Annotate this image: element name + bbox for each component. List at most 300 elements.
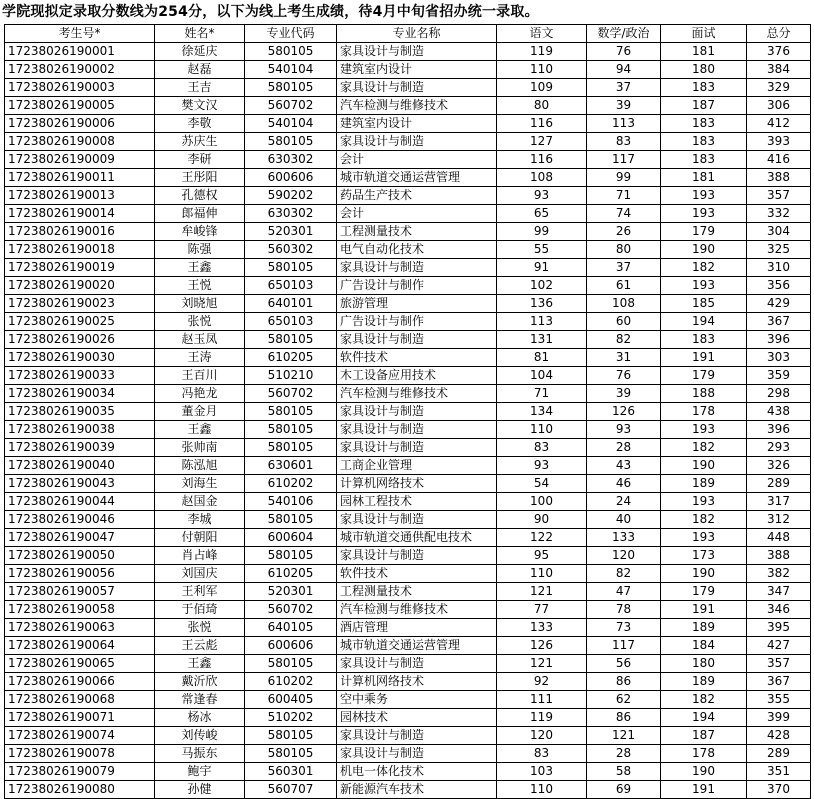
cell-code: 600606 [245,169,337,187]
cell-interview: 190 [661,565,747,583]
cell-interview: 178 [661,403,747,421]
table-row [5,367,811,385]
cell-major: 工程测量技术 [337,583,497,601]
cell-id: 17238026190030 [5,349,155,367]
cell-name: 常逢春 [155,691,245,709]
cell-total: 359 [747,367,811,385]
cell-total: 382 [747,565,811,583]
cell-major: 空中乘务 [337,691,497,709]
cell-math: 82 [587,565,661,583]
cell-name: 王悦 [155,277,245,295]
cell-chinese: 110 [497,61,587,79]
table-header-row [5,25,811,43]
cell-chinese: 110 [497,421,587,439]
cell-total: 384 [747,61,811,79]
cell-total: 329 [747,79,811,97]
cell-code: 580105 [245,655,337,673]
cell-major: 建筑室内设计 [337,115,497,133]
cell-math: 76 [587,367,661,385]
header-name: 姓名* [155,25,245,43]
cell-chinese: 131 [497,331,587,349]
cell-name: 王百川 [155,367,245,385]
cell-id: 17238026190039 [5,439,155,457]
cell-math: 62 [587,691,661,709]
cell-major: 家具设计与制造 [337,259,497,277]
cell-interview: 190 [661,763,747,781]
cell-id: 17238026190006 [5,115,155,133]
cell-interview: 191 [661,781,747,799]
cell-name: 于佰琦 [155,601,245,619]
cell-name: 张帅南 [155,439,245,457]
cell-interview: 181 [661,43,747,61]
cell-major: 汽车检测与维修技术 [337,97,497,115]
cell-chinese: 77 [497,601,587,619]
cell-chinese: 136 [497,295,587,313]
header-chinese: 语文 [497,25,587,43]
cell-interview: 179 [661,583,747,601]
cell-total: 367 [747,313,811,331]
cell-total: 367 [747,673,811,691]
table-row [5,241,811,259]
cell-math: 126 [587,403,661,421]
cell-name: 王利军 [155,583,245,601]
cell-math: 61 [587,277,661,295]
cell-chinese: 121 [497,583,587,601]
cell-interview: 193 [661,277,747,295]
cell-chinese: 54 [497,475,587,493]
cell-total: 376 [747,43,811,61]
table-row [5,547,811,565]
cell-total: 304 [747,223,811,241]
cell-interview: 193 [661,205,747,223]
cell-total: 396 [747,331,811,349]
cell-major: 会计 [337,151,497,169]
cell-math: 43 [587,457,661,475]
cell-math: 86 [587,673,661,691]
cell-name: 王云彪 [155,637,245,655]
cell-math: 40 [587,511,661,529]
table-row [5,493,811,511]
cell-name: 鲍宇 [155,763,245,781]
cell-code: 590202 [245,187,337,205]
cell-name: 刘海生 [155,475,245,493]
cell-code: 610205 [245,565,337,583]
cell-interview: 183 [661,115,747,133]
table-row [5,457,811,475]
cell-id: 17238026190079 [5,763,155,781]
table-row [5,61,811,79]
cell-name: 王彤阳 [155,169,245,187]
cell-major: 家具设计与制造 [337,745,497,763]
cell-interview: 179 [661,223,747,241]
cell-code: 630601 [245,457,337,475]
cell-math: 83 [587,133,661,151]
cell-code: 580105 [245,133,337,151]
cell-code: 560707 [245,781,337,799]
cell-major: 家具设计与制造 [337,439,497,457]
cell-id: 17238026190001 [5,43,155,61]
cell-interview: 182 [661,439,747,457]
cell-total: 412 [747,115,811,133]
cell-major: 家具设计与制造 [337,547,497,565]
cell-math: 78 [587,601,661,619]
cell-total: 356 [747,277,811,295]
cell-major: 家具设计与制造 [337,331,497,349]
cell-major: 工程测量技术 [337,223,497,241]
cell-id: 17238026190074 [5,727,155,745]
cell-interview: 190 [661,241,747,259]
cell-name: 李敬 [155,115,245,133]
cell-major: 工商企业管理 [337,457,497,475]
cell-chinese: 133 [497,619,587,637]
cell-code: 560302 [245,241,337,259]
cell-interview: 183 [661,133,747,151]
cell-name: 李城 [155,511,245,529]
table-row [5,79,811,97]
cell-chinese: 91 [497,259,587,277]
cell-major: 旅游管理 [337,295,497,313]
cell-interview: 184 [661,637,747,655]
cell-name: 赵玉凤 [155,331,245,349]
page-title: 学院现拟定录取分数线为254分，以下为线上考生成绩，待4月中旬省招办统一录取。 [2,4,539,20]
cell-chinese: 120 [497,727,587,745]
cell-id: 17238026190002 [5,61,155,79]
table-row [5,619,811,637]
cell-math: 86 [587,709,661,727]
cell-code: 560702 [245,97,337,115]
cell-code: 580105 [245,331,337,349]
cell-name: 赵国金 [155,493,245,511]
cell-math: 108 [587,295,661,313]
cell-code: 640105 [245,619,337,637]
cell-math: 37 [587,259,661,277]
cell-code: 540104 [245,61,337,79]
cell-name: 李研 [155,151,245,169]
cell-chinese: 110 [497,565,587,583]
cell-math: 24 [587,493,661,511]
cell-math: 73 [587,619,661,637]
cell-id: 17238026190058 [5,601,155,619]
cell-math: 71 [587,187,661,205]
cell-total: 312 [747,511,811,529]
cell-interview: 178 [661,745,747,763]
cell-interview: 189 [661,619,747,637]
table-body [5,43,811,799]
cell-id: 17238026190025 [5,313,155,331]
cell-id: 17238026190064 [5,637,155,655]
cell-code: 610202 [245,673,337,691]
cell-interview: 179 [661,367,747,385]
score-table [4,24,811,799]
cell-total: 303 [747,349,811,367]
cell-interview: 181 [661,169,747,187]
cell-total: 326 [747,457,811,475]
cell-id: 17238026190034 [5,385,155,403]
cell-chinese: 103 [497,763,587,781]
cell-math: 99 [587,169,661,187]
table-row [5,727,811,745]
cell-major: 计算机网络技术 [337,673,497,691]
cell-interview: 193 [661,421,747,439]
cell-math: 117 [587,151,661,169]
cell-code: 580105 [245,511,337,529]
cell-id: 17238026190057 [5,583,155,601]
cell-chinese: 83 [497,745,587,763]
cell-major: 会计 [337,205,497,223]
cell-total: 370 [747,781,811,799]
cell-id: 17238026190013 [5,187,155,205]
cell-name: 王鑫 [155,421,245,439]
table-row [5,673,811,691]
cell-math: 39 [587,385,661,403]
cell-interview: 187 [661,727,747,745]
table-row [5,421,811,439]
cell-code: 560702 [245,601,337,619]
table-row [5,349,811,367]
cell-chinese: 110 [497,781,587,799]
cell-id: 17238026190038 [5,421,155,439]
table-row [5,259,811,277]
cell-id: 17238026190071 [5,709,155,727]
cell-chinese: 122 [497,529,587,547]
cell-code: 520301 [245,223,337,241]
cell-name: 杨冰 [155,709,245,727]
cell-name: 徐延庆 [155,43,245,61]
cell-interview: 183 [661,331,747,349]
cell-major: 家具设计与制造 [337,421,497,439]
cell-total: 347 [747,583,811,601]
cell-id: 17238026190066 [5,673,155,691]
cell-id: 17238026190018 [5,241,155,259]
cell-code: 600604 [245,529,337,547]
table-row [5,637,811,655]
cell-interview: 194 [661,313,747,331]
cell-chinese: 102 [497,277,587,295]
cell-total: 325 [747,241,811,259]
cell-total: 395 [747,619,811,637]
header-interview: 面试 [661,25,747,43]
cell-name: 戴沂欣 [155,673,245,691]
cell-major: 汽车检测与维修技术 [337,385,497,403]
table-row [5,385,811,403]
cell-math: 47 [587,583,661,601]
cell-id: 17238026190009 [5,151,155,169]
cell-id: 17238026190050 [5,547,155,565]
table-row [5,439,811,457]
cell-id: 17238026190023 [5,295,155,313]
cell-math: 82 [587,331,661,349]
cell-code: 510210 [245,367,337,385]
cell-name: 苏庆生 [155,133,245,151]
cell-major: 城市轨道交通运营管理 [337,169,497,187]
cell-id: 17238026190065 [5,655,155,673]
cell-major: 家具设计与制造 [337,511,497,529]
cell-name: 王鑫 [155,655,245,673]
cell-code: 580105 [245,43,337,61]
table-row [5,511,811,529]
cell-math: 94 [587,61,661,79]
cell-total: 298 [747,385,811,403]
cell-interview: 191 [661,601,747,619]
cell-chinese: 55 [497,241,587,259]
cell-major: 家具设计与制造 [337,133,497,151]
cell-interview: 189 [661,673,747,691]
cell-major: 广告设计与制作 [337,313,497,331]
cell-chinese: 83 [497,439,587,457]
table-row [5,709,811,727]
cell-name: 张悦 [155,619,245,637]
cell-chinese: 99 [497,223,587,241]
cell-name: 刘国庆 [155,565,245,583]
cell-math: 120 [587,547,661,565]
cell-total: 357 [747,655,811,673]
cell-total: 355 [747,691,811,709]
cell-code: 580105 [245,547,337,565]
cell-code: 600606 [245,637,337,655]
cell-name: 赵磊 [155,61,245,79]
table-row [5,475,811,493]
cell-math: 56 [587,655,661,673]
cell-chinese: 109 [497,79,587,97]
cell-total: 448 [747,529,811,547]
cell-code: 520301 [245,583,337,601]
cell-total: 438 [747,403,811,421]
cell-id: 17238026190005 [5,97,155,115]
cell-interview: 190 [661,457,747,475]
cell-id: 17238026190033 [5,367,155,385]
cell-major: 木工设备应用技术 [337,367,497,385]
header-major: 专业名称 [337,25,497,43]
cell-code: 630302 [245,151,337,169]
table-row [5,205,811,223]
table-row [5,403,811,421]
cell-interview: 182 [661,511,747,529]
cell-total: 393 [747,133,811,151]
cell-interview: 193 [661,529,747,547]
table-row [5,745,811,763]
cell-interview: 191 [661,349,747,367]
cell-major: 园林技术 [337,709,497,727]
table-row [5,223,811,241]
cell-math: 80 [587,241,661,259]
cell-total: 388 [747,547,811,565]
cell-code: 610202 [245,475,337,493]
cell-total: 346 [747,601,811,619]
cell-total: 396 [747,421,811,439]
cell-name: 樊文汉 [155,97,245,115]
cell-name: 牟峻锋 [155,223,245,241]
cell-chinese: 119 [497,709,587,727]
table-row [5,313,811,331]
cell-major: 城市轨道交通供配电技术 [337,529,497,547]
cell-name: 冯艳龙 [155,385,245,403]
cell-major: 酒店管理 [337,619,497,637]
cell-major: 家具设计与制造 [337,655,497,673]
cell-math: 113 [587,115,661,133]
cell-chinese: 127 [497,133,587,151]
cell-major: 电气自动化技术 [337,241,497,259]
cell-id: 17238026190068 [5,691,155,709]
cell-math: 76 [587,43,661,61]
cell-chinese: 108 [497,169,587,187]
header-total: 总分 [747,25,811,43]
cell-total: 388 [747,169,811,187]
cell-total: 310 [747,259,811,277]
table-row [5,151,811,169]
cell-math: 28 [587,439,661,457]
cell-id: 17238026190035 [5,403,155,421]
cell-math: 28 [587,745,661,763]
table-row [5,691,811,709]
cell-interview: 185 [661,295,747,313]
cell-interview: 173 [661,547,747,565]
cell-chinese: 65 [497,205,587,223]
table-row [5,601,811,619]
cell-major: 计算机网络技术 [337,475,497,493]
cell-chinese: 113 [497,313,587,331]
cell-interview: 188 [661,385,747,403]
cell-id: 17238026190003 [5,79,155,97]
cell-chinese: 116 [497,115,587,133]
header-math: 数学/政治 [587,25,661,43]
cell-major: 汽车检测与维修技术 [337,601,497,619]
cell-math: 117 [587,637,661,655]
cell-math: 58 [587,763,661,781]
cell-code: 560702 [245,385,337,403]
cell-total: 289 [747,745,811,763]
cell-total: 416 [747,151,811,169]
cell-interview: 194 [661,709,747,727]
table-row [5,331,811,349]
cell-id: 17238026190019 [5,259,155,277]
cell-math: 39 [587,97,661,115]
cell-math: 26 [587,223,661,241]
table-row [5,655,811,673]
cell-code: 540104 [245,115,337,133]
cell-interview: 182 [661,691,747,709]
cell-chinese: 126 [497,637,587,655]
cell-name: 陈强 [155,241,245,259]
table-row [5,565,811,583]
cell-major: 广告设计与制作 [337,277,497,295]
cell-chinese: 121 [497,655,587,673]
cell-code: 580105 [245,403,337,421]
cell-id: 17238026190020 [5,277,155,295]
cell-code: 560301 [245,763,337,781]
cell-total: 332 [747,205,811,223]
cell-id: 17238026190026 [5,331,155,349]
table-row [5,583,811,601]
cell-total: 427 [747,637,811,655]
cell-code: 580105 [245,727,337,745]
table-row [5,115,811,133]
cell-chinese: 90 [497,511,587,529]
cell-name: 王涛 [155,349,245,367]
cell-math: 74 [587,205,661,223]
cell-id: 17238026190011 [5,169,155,187]
cell-total: 306 [747,97,811,115]
cell-code: 580105 [245,259,337,277]
cell-math: 60 [587,313,661,331]
cell-id: 17238026190014 [5,205,155,223]
cell-math: 133 [587,529,661,547]
cell-major: 药品生产技术 [337,187,497,205]
cell-major: 家具设计与制造 [337,43,497,61]
cell-name: 孙健 [155,781,245,799]
cell-code: 580105 [245,745,337,763]
cell-id: 17238026190046 [5,511,155,529]
cell-code: 640101 [245,295,337,313]
